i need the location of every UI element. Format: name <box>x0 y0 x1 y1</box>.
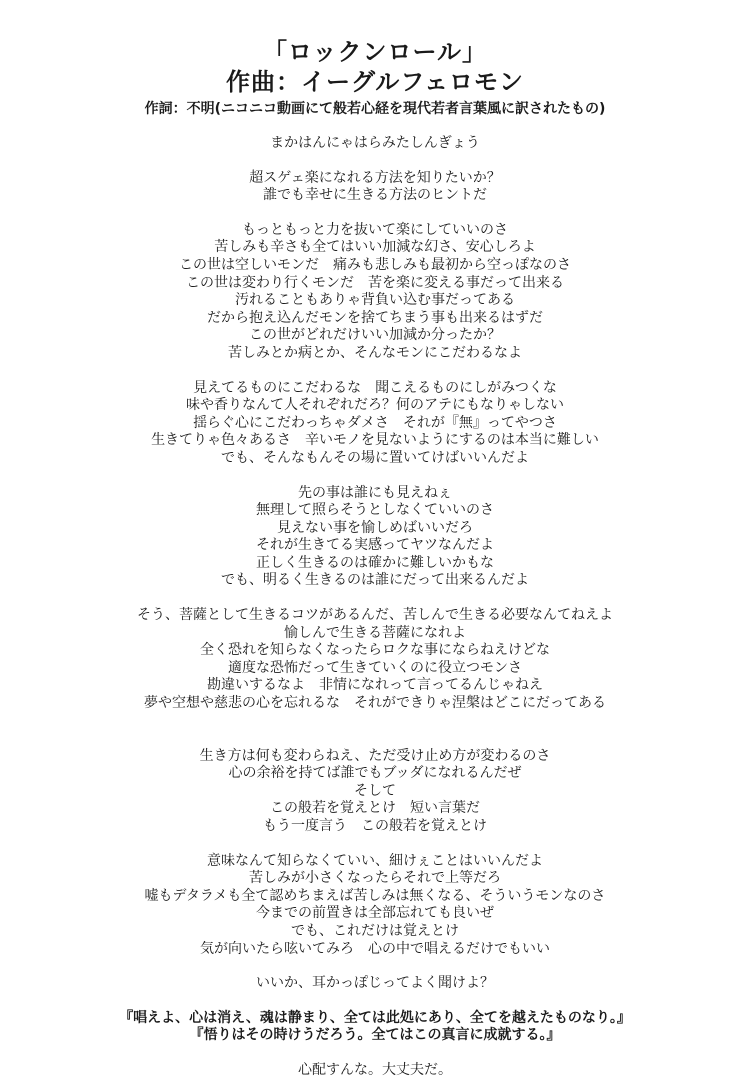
lyric-line: この世は変わり行くモンだ 苦を楽に変える事だって出来る <box>186 274 564 291</box>
stanza-gap <box>0 468 750 485</box>
stanza-gap <box>0 993 750 1010</box>
lyric-line: 全く恐れを知らなくなったらロクな事にならねえけどな <box>200 642 550 659</box>
stanza-gap <box>0 590 750 607</box>
stanza-gap <box>0 713 750 748</box>
lyric-line: だから抱え込んだモンを捨てちまう事も出来るはずだ <box>207 309 543 326</box>
stanza-gap <box>0 1045 750 1062</box>
lyric-line: この般若を覚えとけ 短い言葉だ <box>270 800 480 817</box>
stanza-gap <box>0 836 750 853</box>
lyric-stanza <box>0 1062 750 1080</box>
lyric-stanza <box>0 748 750 836</box>
lyric-line: 先の事は誰にも見えねぇ <box>298 484 452 501</box>
lyric-line: 味や香りなんて人それぞれだろ？何のアテにもなりゃしない <box>186 397 564 414</box>
lyric-stanza <box>0 975 750 993</box>
lyric-line: 見えてるものにこだわるな 聞こえるものにしがみつくな <box>193 379 557 396</box>
lyric-line: 気が向いたら呟いてみろ 心の中で唱えるだけでもいい <box>200 940 550 957</box>
lyric-line: 生きてりゃ色々あるさ 辛いモノを見ないようにするのは本当に難しい <box>151 432 599 449</box>
lyric-line: 愉しんで生きる菩薩になれよ <box>284 624 466 641</box>
lyric-stanza <box>0 485 750 591</box>
lyric-stanza <box>0 170 750 205</box>
lyric-line: この世は空しいモンだ 痛みも悲しみも最初から空っぽなのさ <box>179 256 571 273</box>
lyric-line: 苦しみが小さくなったらそれで上等だろ <box>249 870 501 887</box>
lyric-line: 無理して照らそうとしなくていいのさ <box>256 502 494 519</box>
lyric-line: もっともっと力を抜いて楽にしていいのさ <box>242 221 508 238</box>
lyric-stanza <box>0 135 750 153</box>
lyric-line: この世がどれだけいい加減か分ったか？ <box>249 327 501 344</box>
lyric-line: 『唱えよ、心は消え、魂は静まり、全ては此処にあり、全てを越えたものなり。』 <box>119 1009 631 1026</box>
composer-credit: 作曲：イーグルフェロモン <box>225 68 525 96</box>
lyric-line: 正しく生きるのは確かに難しいかもな <box>256 554 494 571</box>
lyric-line: そう、菩薩として生きるコツがあるんだ、苦しんで生きる必要なんてねえよ <box>137 607 613 624</box>
lyric-line: 心の余裕を持てば誰でもブッダになれるんだぜ <box>228 765 522 782</box>
lyrics-body <box>0 118 750 1080</box>
lyric-line: もう一度言う この般若を覚えとけ <box>263 818 487 834</box>
lyric-line: 見えない事を愉しめばいいだろ <box>277 519 473 536</box>
lyric-line: 苦しみも辛さも全てはいい加減な幻さ、安心しろよ <box>214 239 536 256</box>
stanza-gap <box>0 205 750 222</box>
lyric-stanza <box>0 853 750 959</box>
stanza-gap <box>0 118 750 135</box>
lyric-line: でも、そんなもんその場に置いてけばいいんだよ <box>221 449 529 466</box>
lyric-line: 心配すんな。大丈夫だ。 <box>298 1061 452 1078</box>
stanza-gap <box>0 153 750 170</box>
lyric-stanza <box>0 380 750 468</box>
lyric-line: 『悟りはその時けうだろう。全てはこの真言に成就する。』 <box>189 1027 561 1044</box>
lyricist-credit: 作詞：不明(ニコニコ動画にて般若心経を現代若者言葉風に訳されたもの) <box>144 101 606 117</box>
lyric-line: 誰でも幸せに生きる方法のヒントだ <box>263 187 487 204</box>
lyric-line: 勘違いするなよ 非情になれって言ってるんじゃねえ <box>207 677 543 694</box>
lyric-line: でも、明るく生きるのは誰にだって出来るんだよ <box>221 572 529 589</box>
lyric-line: いいか、耳かっぽじってよく聞けよ？ <box>256 975 494 992</box>
lyric-line: 生き方は何も変わらねえ、ただ受け止め方が変わるのさ <box>199 747 551 764</box>
lyric-line: そして <box>354 782 396 799</box>
lyric-line: でも、これだけは覚えとけ <box>291 922 459 939</box>
lyric-line: 汚れることもありゃ背負い込む事だってある <box>235 292 515 309</box>
lyric-line: それが生きてる実感ってヤツなんだよ <box>256 537 494 554</box>
lyric-line: 今までの前置きは全部忘れても良いぜ <box>256 905 494 922</box>
lyric-line: 苦しみとか病とか、そんなモンにこだわるなよ <box>228 344 522 361</box>
lyric-line: 適度な恐怖だって生きていくのに役立つモンさ <box>228 659 522 676</box>
lyric-line: 夢や空想や慈悲の心を忘れるな それができりゃ涅槃はどこにだってある <box>144 695 606 712</box>
lyric-stanza <box>0 1010 750 1045</box>
stanza-gap <box>0 363 750 380</box>
lyric-line: まかはんにゃはらみたしんぎょう <box>270 135 480 151</box>
song-title: 「ロックンロール」 <box>262 38 488 66</box>
lyric-stanza <box>0 222 750 363</box>
lyric-line: 嘘もデタラメも全て認めちまえば苦しみは無くなる、そういうモンなのさ <box>144 887 606 904</box>
lyric-line: 揺らぐ心にこだわっちゃダメさ それが『無』ってやつさ <box>193 414 557 431</box>
lyric-line: 超スゲェ楽になれる方法を知りたいか？ <box>249 169 501 186</box>
lyric-line: 意味なんて知らなくていい、細けぇことはいいんだよ <box>207 852 543 869</box>
stanza-gap <box>0 958 750 975</box>
lyric-stanza <box>0 607 750 713</box>
